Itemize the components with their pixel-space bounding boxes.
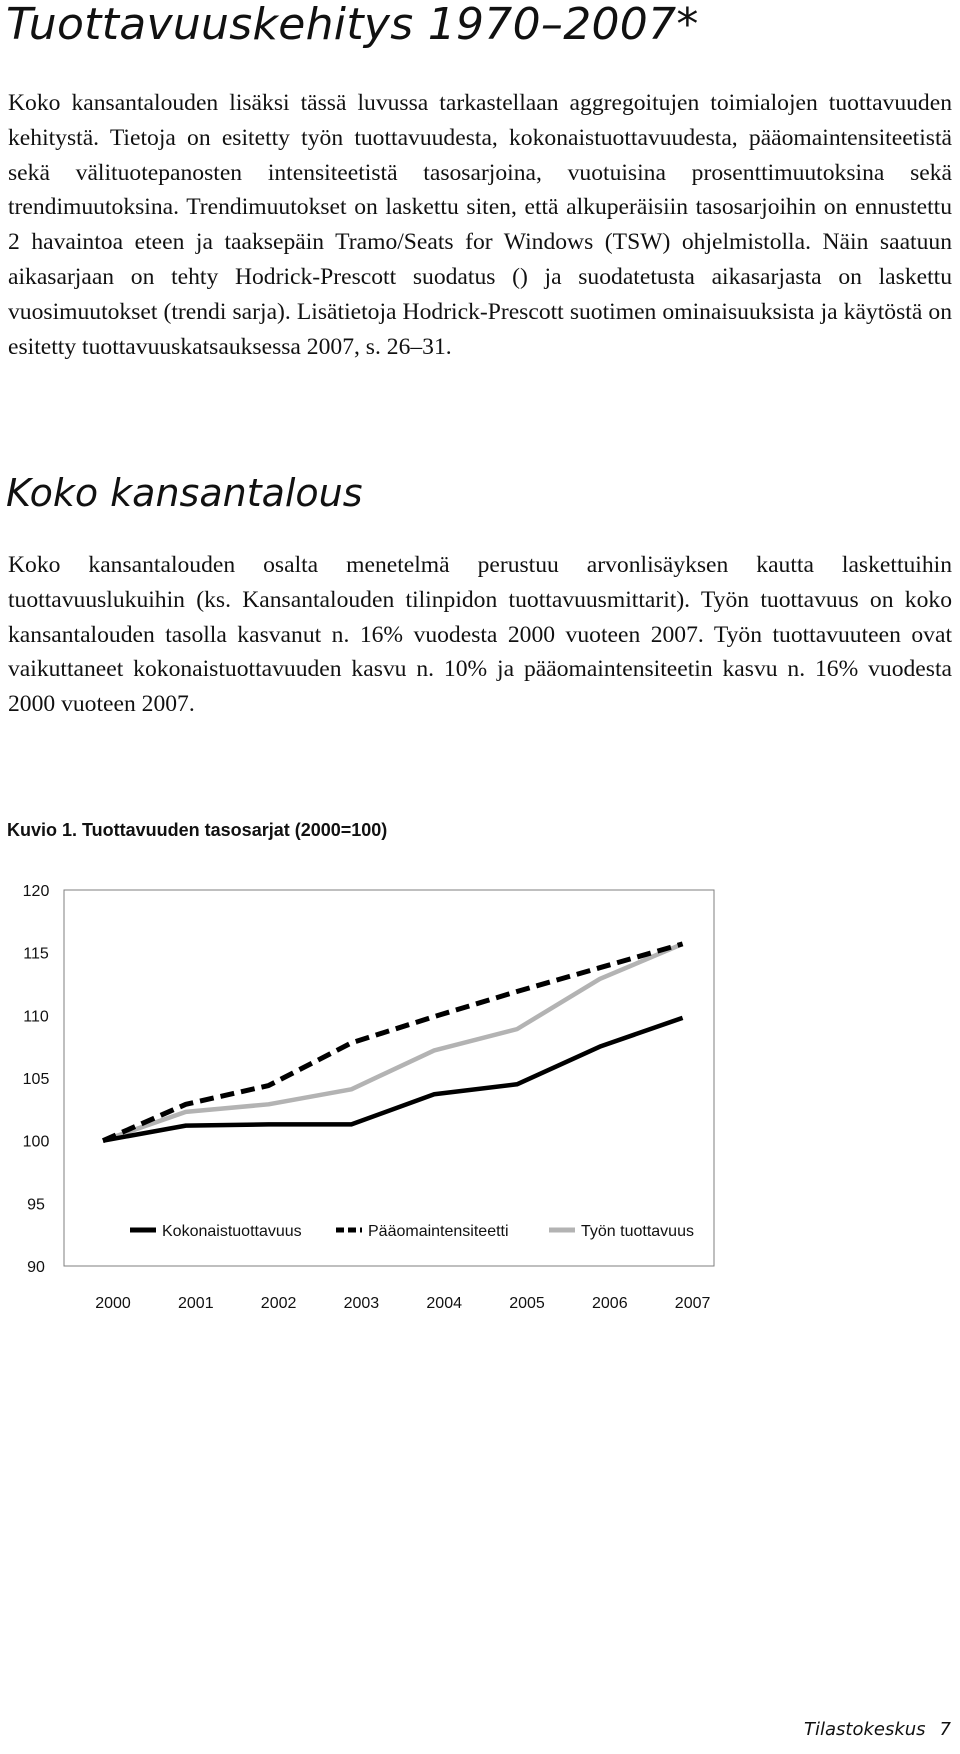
plot-frame xyxy=(64,890,714,1266)
y-tick-label: 105 xyxy=(22,1071,50,1088)
productivity-line-chart xyxy=(0,860,960,1320)
x-axis xyxy=(95,1295,710,1312)
page-title: Tuottavuuskehitys 1970–2007* xyxy=(6,0,699,50)
x-tick-label: 2002 xyxy=(260,1295,297,1312)
intro-paragraph: Koko kansantalouden lisäksi tässä luvussa tarkastellaan aggregoitujen toimialojen tuottavuuden kehitystä. Tietoja on esitetty työn tuottavuudesta, kokonaistuottavuudesta, pääomaintensiteetistä sekä välituotepanosten intensiteetistä tasosarjoina, vuotuisina prosenttimuutoksina sekä trendimuutoksina. Trendimuutokset on laskettu siten, että alkuperäisiin tasosarjoihin on ennustettu 2 havaintoa eteen ja taaksepäin Tramo/Seats for Windows (TSW) ohjelmistolla. Näin saatuun aikasarjaan on tehty Hodrick-Prescott suodatus () ja suodatetusta aikasarjasta on laskettu vuosimuutokset (trendi sarja). Lisätietoja Hodrick-Prescott suotimen ominaisuuksista ja käytöstä on esitetty tuottavuuskatsauksessa 2007, s. 26–31. xyxy=(8,90,952,360)
legend-label: Pääomaintensiteetti xyxy=(368,1223,509,1240)
footer-publisher: Tilastokeskus xyxy=(803,1719,926,1740)
y-tick-label: 115 xyxy=(23,945,49,963)
x-tick-label: 2003 xyxy=(343,1295,380,1312)
legend-label: Työn tuottavuus xyxy=(581,1223,694,1240)
y-axis xyxy=(23,883,50,1276)
page-number: 7 xyxy=(939,1719,951,1740)
x-tick-label: 2004 xyxy=(426,1295,462,1312)
y-tick-label: 100 xyxy=(22,1133,50,1151)
page-footer xyxy=(804,1718,951,1742)
x-tick-label: 2000 xyxy=(95,1295,131,1312)
chart-legend xyxy=(130,1223,694,1240)
series-lines xyxy=(103,944,683,1141)
series-line xyxy=(103,1018,683,1141)
y-tick-label: 90 xyxy=(27,1259,45,1276)
x-tick-label: 2006 xyxy=(592,1295,628,1312)
x-tick-label: 2005 xyxy=(509,1295,545,1312)
y-tick-label: 95 xyxy=(27,1196,45,1214)
y-tick-label: 120 xyxy=(22,883,50,900)
section-paragraph: Koko kansantalouden osalta menetelmä perustuu arvonlisäyksen kautta laskettuihin tuottavuuslukuihin (ks. Kansantalouden tilinpidon tuottavuusmittarit). Työn tuottavuus on koko kansantalouden tasolla kasvanut n. 16% vuodesta 2000 vuoteen 2007. Työn tuottavuuteen ovat vaikuttaneet kokonaistuottavuuden kasvu n. 10% ja pääomaintensiteetin kasvu n. 16% vuodesta 2000 vuoteen 2007. xyxy=(8,552,952,718)
y-tick-label: 110 xyxy=(23,1008,49,1026)
x-tick-label: 2001 xyxy=(178,1295,214,1312)
x-tick-label: 2007 xyxy=(674,1295,711,1312)
legend-label: Kokonaistuottavuus xyxy=(162,1223,302,1240)
figure-caption: Kuvio 1. Tuottavuuden tasosarjat (2000=100) xyxy=(7,820,388,840)
section-heading: Koko kansantalous xyxy=(6,471,363,515)
